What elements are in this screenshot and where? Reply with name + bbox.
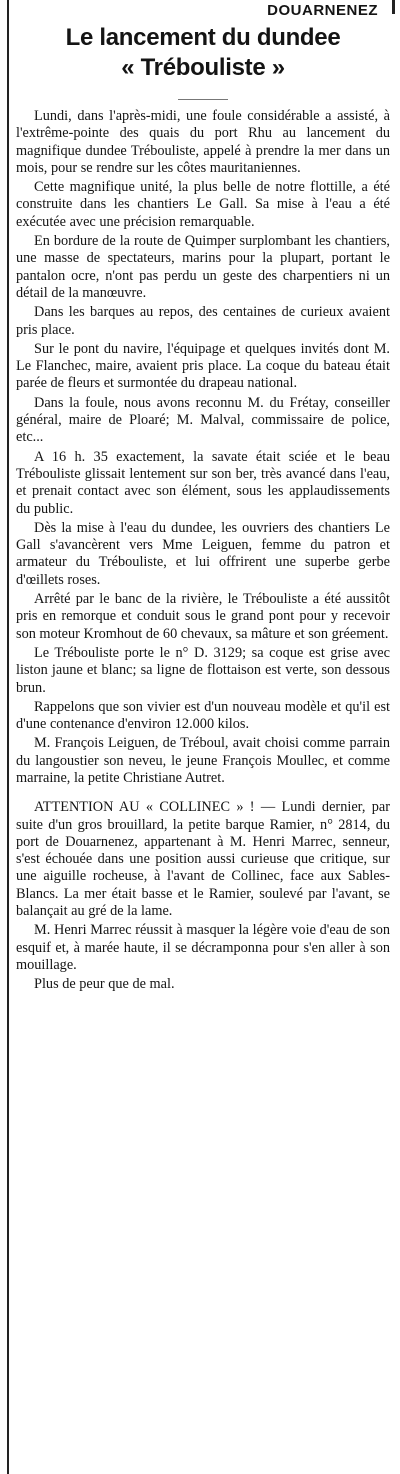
notice-paragraph: Plus de peur que de mal.	[34, 976, 175, 993]
column-rule-right	[392, 0, 395, 14]
section-kicker: DOUARNENEZ	[267, 2, 378, 19]
paragraph: Lundi, dans l'après-midi, une foule considérable a assisté, à l'extrême-pointe des quais du port Rhu au lancement du magnifique dundee Trébouliste, appelé à prendre la mer dans un mois, pour se rendre sur les côtes mauritaniennes.	[16, 108, 390, 176]
newspaper-column	[16, 0, 390, 994]
paragraph: Arrêté par le banc de la rivière, le Trébouliste a été aussitôt pris en remorque et conduit sous le grand pont pour y recevoir son moteur Kromhout de 60 chevaux, sa mâture et son gréement.	[16, 591, 390, 642]
paragraph: Dans la foule, nous avons reconnu M. du Frétay, conseiller général, maire de Ploaré; M. Malval, commissaire de police, etc...	[16, 394, 390, 446]
notice-paragraph: ATTENTION AU « COLLINEC » ! — Lundi dernier, par suite d'un gros brouillard, la petite barque Ramier, n° 2814, du port de Douarnenez, appartenant à M. Henri Marrec, senneur, s'est échouée dans une position aussi curieuse que critique, sur une aiguille rocheuse, à l'avant de Collinec, face aux Sables-Blancs. La mer était basse et le Ramier, soulevé par l'avant, se balançait au gré de la lame.	[16, 799, 390, 920]
notice-paragraph: M. Henri Marrec réussit à masquer la légère voie d'eau de son esquif et, à marée haute, il se décramponna pour s'en aller à son mouillage.	[16, 922, 390, 973]
paragraph: M. François Leiguen, de Tréboul, avait choisi comme parrain du langoustier son neveu, le jeune François Moullec, et comme marraine, la petite Christiane Autret.	[16, 735, 390, 786]
paragraph: Dès la mise à l'eau du dundee, les ouvriers des chantiers Le Gall s'avancèrent vers Mme Leiguen, femme du patron et armateur du Trébouliste, et lui offrirent une superbe gerbe d'œillets roses.	[16, 519, 390, 588]
paragraph: A 16 h. 35 exactement, la savate était sciée et le beau Trébouliste glissait lentement sur son ber, très avancé dans l'eau, et prenait contact avec son élément, sous les applaudissements du public.	[16, 448, 390, 517]
paragraph: Cette magnifique unité, la plus belle de notre flottille, a été construite dans les chantiers Le Gall. Sa mise à l'eau a été exécutée avec une précision remarquable.	[16, 179, 390, 230]
headline-line-1: Le lancement du dundee	[65, 24, 341, 51]
paragraph: En bordure de la route de Quimper surplombant les chantiers, une masse de spectateurs, marins pour la plupart, portant le pantalon ocre, n'ont pas perdu un geste des charpentiers ni un détail de la manœuvre.	[16, 233, 390, 301]
paragraph: Rappelons que son vivier est d'un nouveau modèle et qu'il est d'une contenance d'environ 12.000 kilos.	[16, 698, 390, 733]
paragraph: Le Trébouliste porte le n° D. 3129; sa coque est grise avec liston jaune et blanc; sa ligne de flottaison est verte, son dessous brun.	[16, 644, 390, 696]
headline	[16, 23, 390, 83]
headline-separator	[178, 99, 228, 100]
paragraph: Dans les barques au repos, des centaines de curieux avaient pris place.	[16, 304, 390, 338]
column-rule	[7, 0, 9, 1474]
section-gap	[16, 787, 390, 799]
headline-line-2: « Trébouliste »	[121, 54, 285, 81]
article-body	[16, 108, 390, 787]
paragraph: Sur le pont du navire, l'équipage et quelques invités dont M. Le Flanchec, maire, avaient pris place. La coque du bateau était parée de fleurs et surmontée du drapeau national.	[16, 340, 390, 392]
notice-body	[16, 799, 390, 993]
